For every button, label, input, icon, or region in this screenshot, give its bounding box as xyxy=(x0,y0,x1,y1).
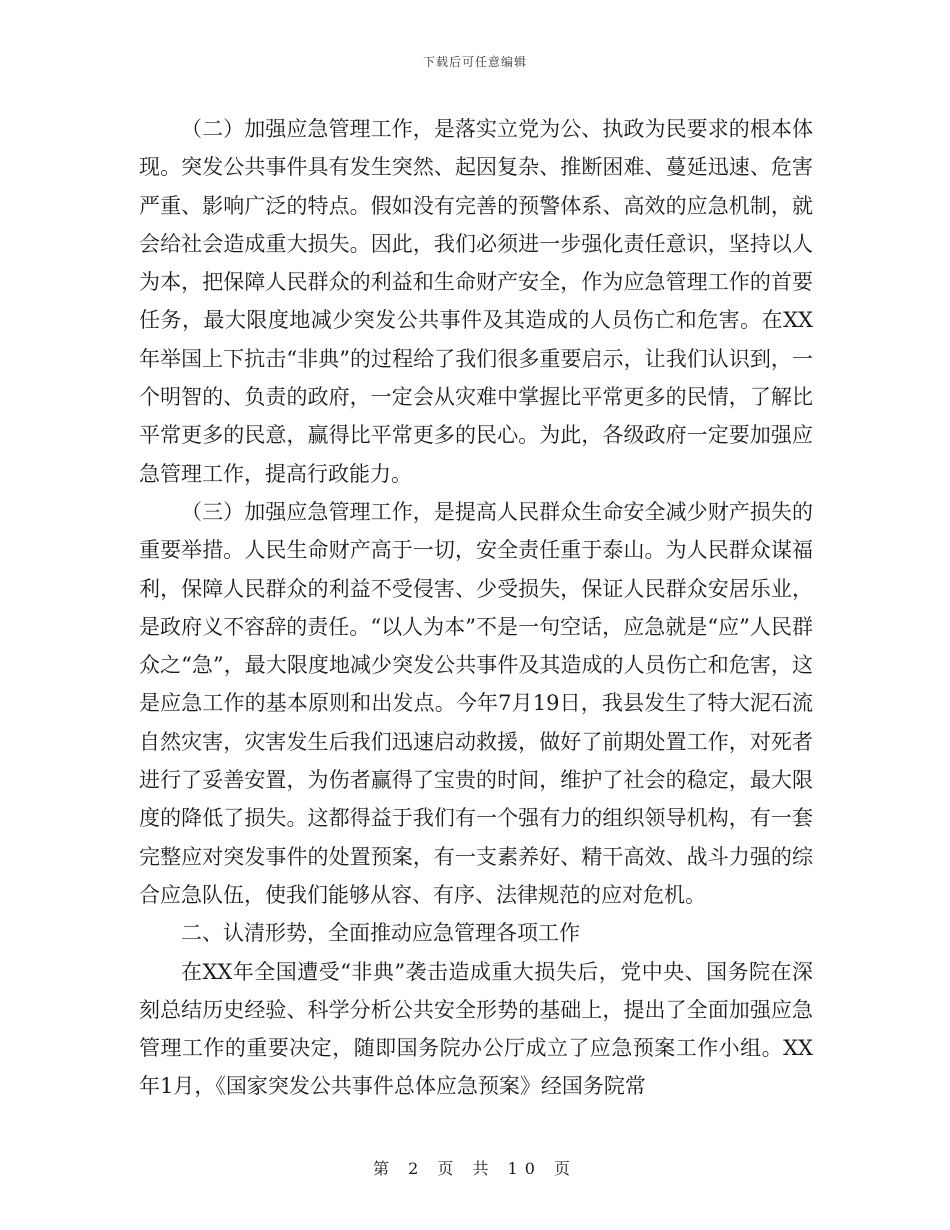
page-header-note: 下载后可任意编辑 xyxy=(422,55,527,69)
paragraph-emergency-management-3: （三）加强应急管理工作，是提高人民群众生命安全减少财产损失的重要举措。人民生命财产高于一切，安全责任重于泰山。为人民群众谋福利，保障人民群众的利益不受侵害、少受损失，保证人民群众安居乐业，是政府义不容辞的责任。“以人为本”不是一句空话，应急就是“应”人民群众之“急”，最大限度地减少突发公共事件及其造成的人员伤亡和危害，这是应急工作的基本原则和出发点。今年7月19日，我县发生了特大泥石流自然灾害，灾害发生后我们迅速启动救援，做好了前期处置工作，对死者进行了妥善安置，为伤者赢得了宝贵的时间，维护了社会的稳定，最大限度的降低了损失。这都得益于我们有一个强有力的组织领导机构，有一套完整应对突发事件的处置预案，有一支素养好、精干高效、战斗力强的综合应急队伍，使我们能够从容、有序、法律规范的应对危机。 xyxy=(139,499,813,907)
paragraph-emergency-management-2: （二）加强应急管理工作，是落实立党为公、执政为民要求的根本体现。突发公共事件具有发生突然、起因复杂、推断困难、蔓延迅速、危害严重、影响广泛的特点。假如没有完善的预警体系、高效的应急机制，就会给社会造成重大损失。因此，我们必须进一步强化责任意识，坚持以人为本，把保障人民群众的利益和生命财产安全，作为应急管理工作的首要任务，最大限度地减少突发公共事件及其造成的人员伤亡和危害。在XX年举国上下抗击“非典”的过程给了我们很多重要启示，让我们认识到，一个明智的、负责的政府，一定会从灾难中掌握比平常更多的民情，了解比平常更多的民意，赢得比平常更多的民心。为此，各级政府一定要加强应急管理工作，提高行政能力。 xyxy=(139,117,813,486)
section-heading: 二、认清形势，全面推动应急管理各项工作 xyxy=(181,921,580,946)
page-number-footer xyxy=(0,1156,950,1179)
paragraph-national-plan: 在XX年全国遭受“非典”袭击造成重大损失后，党中央、国务院在深刻总结历史经验、科学分析公共安全形势的基础上，提出了全面加强应急管理工作的重要决定，随即国务院办公厅成立了应急预案工作小组。XX年1月，《国家突发公共事件总体应急预案》经国务院常 xyxy=(139,959,813,1099)
page-number-label: 第 2 页 共 10 页 xyxy=(373,1159,577,1178)
document-body xyxy=(139,110,813,1106)
